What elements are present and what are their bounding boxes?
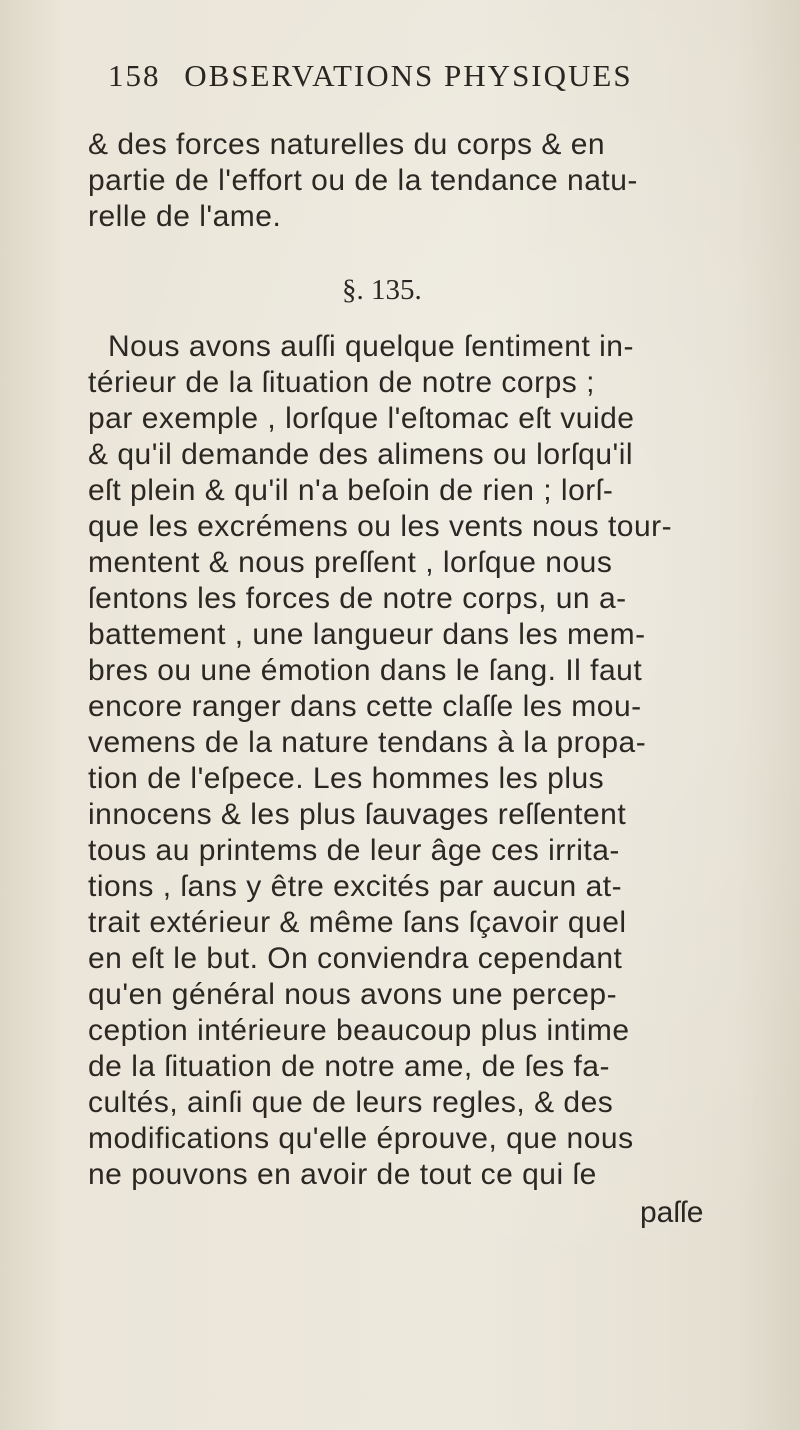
- text-line: vemens de la nature tendans à la propa-: [88, 726, 647, 759]
- text-line: en eſt le but. On conviendra cependant: [88, 942, 623, 975]
- text-line: & des forces naturelles du corps & en: [88, 128, 606, 161]
- text-line: relle de l'ame.: [88, 200, 282, 233]
- text-line: tous au printems de leur âge ces irrita-: [88, 834, 620, 867]
- text-line: mentent & nous preſſent , lorſque nous: [88, 546, 613, 579]
- section-heading: §. 135.: [342, 274, 422, 306]
- text-line: modifications qu'elle éprouve, que nous: [88, 1122, 634, 1155]
- text-line: tion de l'eſpece. Les hommes les plus: [88, 762, 605, 795]
- text-line: encore ranger dans cette claſſe les mou-: [88, 690, 642, 723]
- text-line: innocens & les plus ſauvages reſſentent: [88, 798, 627, 831]
- text-line: ne pouvons en avoir de tout ce qui ſe: [88, 1158, 597, 1191]
- text-line: bres ou une émotion dans le ſang. Il faut: [88, 654, 643, 687]
- running-head: [108, 58, 748, 98]
- text-line: Nous avons auſſi quelque ſentiment in-: [108, 330, 634, 363]
- text-line: ſentons les forces de notre corps, un a-: [88, 582, 627, 615]
- page-number: 158: [108, 58, 161, 93]
- text-line: térieur de la ſituation de notre corps ;: [88, 366, 595, 399]
- text-line: trait extérieur & même ſans ſçavoir quel: [88, 906, 627, 939]
- running-title: OBSERVATIONS PHYSIQUES: [184, 58, 633, 93]
- text-line: ception intérieure beaucoup plus intime: [88, 1014, 630, 1047]
- text-line: tions , ſans y être excités par aucun at-: [88, 870, 623, 903]
- text-line: & qu'il demande des alimens ou lorſqu'il: [88, 438, 634, 471]
- catchword: paſſe: [640, 1196, 704, 1229]
- text-line: eſt plein & qu'il n'a beſoin de rien ; lorſ-: [88, 474, 614, 507]
- text-line: partie de l'effort ou de la tendance natu-: [88, 164, 638, 197]
- text-line: battement , une langueur dans les mem-: [88, 618, 646, 651]
- text-line: que les excrémens ou les vents nous tour-: [88, 510, 673, 543]
- text-line: qu'en général nous avons une percep-: [88, 978, 618, 1011]
- text-line: cultés, ainſi que de leurs regles, & des: [88, 1086, 614, 1119]
- text-line: par exemple , lorſque l'eſtomac eſt vuide: [88, 402, 635, 435]
- text-line: de la ſituation de notre ame, de ſes fa-: [88, 1050, 610, 1083]
